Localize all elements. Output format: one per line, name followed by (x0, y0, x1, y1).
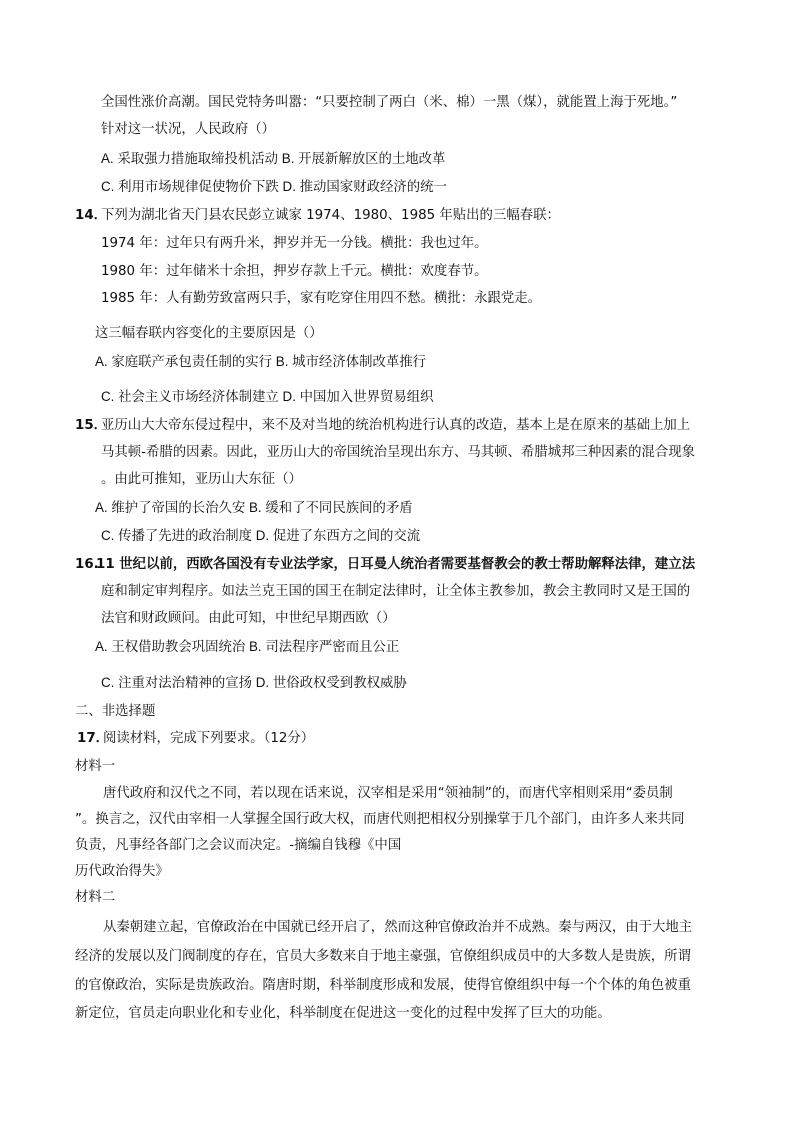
q15-options-cd: C. 传播了先进的政治制度 D. 促进了东西方之间的交流 (101, 528, 421, 543)
q16-number: 16. (75, 557, 99, 572)
q16-options-ab: A. 王权借助教会巩固统治 B. 司法程序严密而且公正 (95, 639, 400, 654)
material-1-line3: 负责，凡事经各部门之会议而决定。-摘编自钱穆《中国 (75, 838, 402, 853)
material-2-title: 材料二 (75, 890, 116, 905)
material-1-source: 历代政治得失》 (75, 864, 169, 879)
q15-stem-line1: 亚历山大大帝东侵过程中，来不及对当地的统治机构进行认真的改造，基本上是在原来的基础上加上 (101, 418, 691, 433)
material-1-title: 材料一 (75, 759, 116, 774)
material-2-line2: 经济的发展以及门阀制度的存在，官员大多数来自于地主豪强，官僚组织成员中的大多数人是贵族，所谓 (75, 949, 691, 964)
section-heading: 二、非选择题 (75, 704, 156, 719)
q14-options-cd: C. 社会主义市场经济体制建立 D. 中国加入世界贸易组织 (101, 389, 434, 404)
material-2-line3: 的官僚政治，实际是贵族政治。隋唐时期，科举制度形成和发展，使得官僚组织中每一个个体的角色被重 (75, 978, 691, 993)
q16-options-cd: C. 注重对法治精神的宣扬 D. 世俗政权受到教权威胁 (101, 675, 407, 690)
material-1-line2: ”。换言之，汉代由宰相一人掌握全国行政大权，而唐代则把相权分别操掌于几个部门，由许多人来共同 (75, 812, 685, 827)
q14-number: 14． (75, 208, 108, 223)
q16-stem-line1: 11 世纪以前，西欧各国没有专业法学家，日耳曼人统治者需要基督教会的教士帮助解释法律，建立法 (96, 557, 696, 572)
q16-stem-line3: 法官和财政顾问。由此可知，中世纪早期西欧（） (101, 611, 396, 626)
q14-couplet-1985: 1985 年：人有勤劳致富两只手，家有吃穿住用四不愁。横批：永跟党走。 (101, 291, 542, 306)
q16-stem-line2: 庭和制定审判程序。如法兰克王国的国王在制定法律时，让全体主教参加，教会主教同时又是王国的 (101, 584, 691, 599)
q17-number: 17． (77, 731, 110, 746)
material-2-line4: 新定位，官员走向职业化和专业化，科举制度在促进这一变化的过程中发挥了巨大的功能。 (75, 1006, 611, 1021)
q15-options-ab: A. 维护了帝国的长治久安 B. 缓和了不同民族间的矛盾 (95, 500, 413, 515)
q15-stem-line3: 。由此可推知，亚历山大东征（） (101, 472, 302, 487)
q15-stem-line2: 马其顿-希腊的因素。因此，亚历山大的帝国统治呈现出东方、马其顿、希腊城邦三种因素的混合现象 (101, 445, 696, 460)
q13-stem-line1: 全国性涨价高潮。国民党特务叫嚣：“只要控制了两白（米、棉）一黑（煤），就能置上海于死地。” (101, 95, 678, 110)
material-2-line1: 从秦朝建立起，官僚政治在中国就已经开启了，然而这种官僚政治并不成熟。秦与两汉，由于大地主 (103, 920, 693, 935)
q17-stem: 阅读材料，完成下列要求。（12分） (103, 731, 315, 746)
q14-stem: 下列为湖北省天门县农民彭立诚家 1974、1980、1985 年贴出的三幅春联： (101, 208, 560, 223)
q13-stem-line2: 针对这一状况，人民政府（） (101, 122, 276, 137)
q14-couplet-1980: 1980 年：过年储米十余担，押岁存款上千元。横批：欢度春节。 (101, 264, 488, 279)
q14-question: 这三幅春联内容变化的主要原因是（） (95, 326, 323, 341)
material-1-line1: 唐代政府和汉代之不同，若以现在话来说，汉宰相是采用“领袖制”的，而唐代宰相则采用“委员制 (103, 786, 673, 801)
q14-options-ab: A. 家庭联产承包责任制的实行 B. 城市经济体制改革推行 (95, 354, 427, 369)
q14-couplet-1974: 1974 年：过年只有两升米，押岁并无一分钱。横批：我也过年。 (101, 236, 488, 251)
q13-options-cd: C. 利用市场规律促使物价下跌 D. 推动国家财政经济的统一 (101, 179, 447, 194)
q13-options-ab: A. 采取强力措施取缔投机活动 B. 开展新解放区的土地改革 (101, 151, 446, 166)
q15-number: 15． (75, 418, 108, 433)
